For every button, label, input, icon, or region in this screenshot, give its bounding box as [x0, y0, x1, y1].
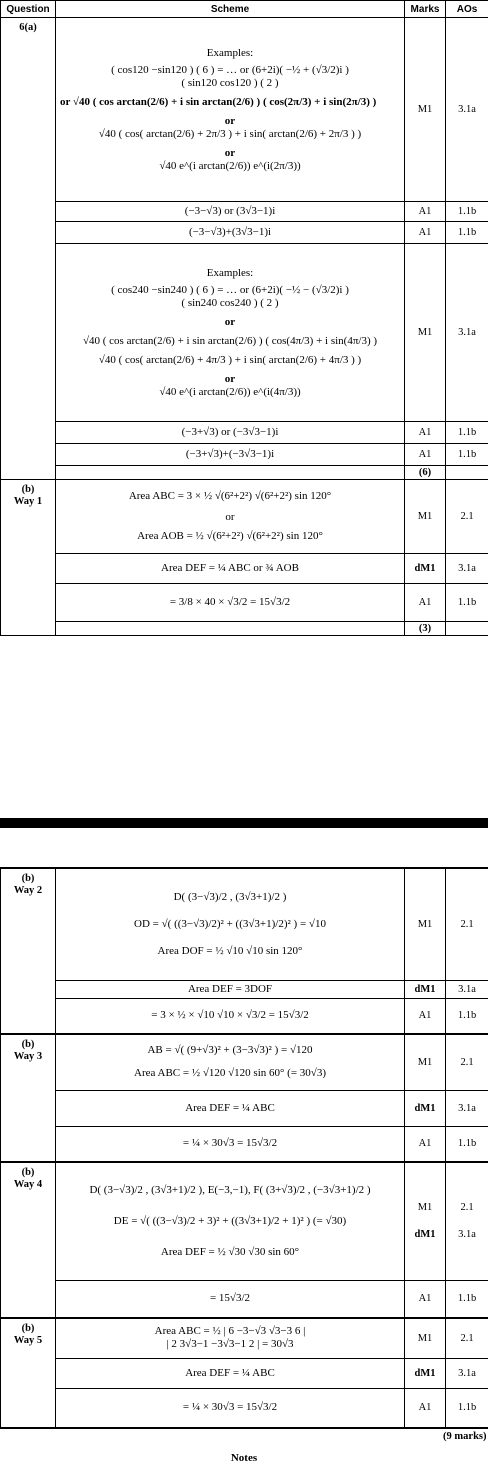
page-break-bar: [0, 818, 488, 828]
mark-cell: [405, 1162, 446, 1280]
ao-cell: 1.1b: [446, 584, 488, 622]
header-marks: Marks: [405, 1, 446, 18]
ao-cell: 3.1a: [446, 980, 488, 998]
question-label: 6(a): [1, 18, 56, 480]
ao-cell: 2.1: [446, 480, 488, 554]
scheme-line: Examples:: [206, 266, 254, 279]
question-label: [1, 868, 56, 1034]
empty-cell: [446, 622, 488, 636]
scheme-row: [1, 584, 488, 622]
scheme-line: or: [225, 511, 235, 523]
scheme-cell: [56, 1126, 405, 1162]
scheme-line: √40 e^(i arctan(2/6)) e^(i(2π/3)): [159, 159, 301, 172]
scheme-line: Examples:: [206, 46, 254, 59]
scheme-row: [1, 1090, 488, 1126]
ao-cell: 1.1b: [446, 422, 488, 444]
ao-cell: 2.1: [446, 1034, 488, 1090]
way-label: Way 1: [13, 496, 43, 507]
scheme-cell: [56, 1358, 405, 1388]
part-label: (b): [21, 1323, 35, 1334]
mark-cell: A1: [405, 1280, 446, 1318]
mark-cell: M1: [405, 1034, 446, 1090]
scheme-cell: [56, 998, 405, 1034]
ao-cell: 3.1a: [446, 18, 488, 202]
scheme-cell: [56, 1162, 405, 1280]
part-label: (b): [21, 1167, 35, 1178]
header-question: Question: [1, 1, 56, 18]
ao-cell: 1.1b: [446, 444, 488, 466]
header-row: [1, 1, 488, 18]
scheme-line: (−3−√3) or (3√3−1)i: [184, 205, 276, 217]
mark-cell: A1: [405, 202, 446, 222]
scheme-cell: [56, 980, 405, 998]
scheme-line: or: [224, 315, 236, 328]
way-label: Way 2: [13, 885, 43, 896]
total-marks: (9 marks): [1, 1428, 488, 1444]
mark-cell: M1: [405, 18, 446, 202]
scheme-line: AB = √( (9+√3)² + (3−3√3)² ) = √120: [147, 1044, 313, 1057]
mark-scheme-table-bottom: [0, 867, 488, 1444]
scheme-row: [1, 202, 488, 222]
scheme-cell: [56, 18, 405, 202]
mark-cell: A1: [405, 998, 446, 1034]
scheme-cell: [56, 202, 405, 222]
scheme-cell: [56, 1280, 405, 1318]
header-scheme: Scheme: [56, 1, 405, 18]
mark-cell: A1: [405, 584, 446, 622]
mark-cell: M1: [405, 868, 446, 980]
scheme-line: Area DOF = ½ √10 √10 sin 120°: [157, 944, 303, 957]
scheme-line: √40 ( cos arctan(2/6) + i sin arctan(2/6) ) ( cos(4π/3) + i sin(4π/3) ): [82, 334, 378, 347]
mark-cell: dM1: [405, 1090, 446, 1126]
scheme-row: [1, 868, 488, 980]
empty-cell: [56, 622, 405, 636]
scheme-line: | 2 3√3−1 −3√3−1 2 | = 30√3: [166, 1338, 294, 1351]
part-label: (b): [21, 1039, 35, 1050]
scheme-cell: [56, 1090, 405, 1126]
subtotal-cell: (3): [405, 622, 446, 636]
part-label: (b): [21, 873, 35, 884]
scheme-line: D( (3−√3)/2 , (3√3+1)/2 ), E(−3,−1), F( (3+√3)/2 , (−3√3+1)/2 ): [89, 1183, 371, 1196]
mark-cell: M1: [405, 480, 446, 554]
scheme-line: or: [224, 114, 236, 127]
scheme-line: Area DEF = ¼ ABC: [185, 1366, 275, 1379]
mark-cell: A1: [405, 222, 446, 244]
scheme-cell: [56, 1034, 405, 1090]
scheme-line: Area DEF = ¼ ABC or ¾ AOB: [161, 562, 299, 574]
ao-cell: 1.1b: [446, 1126, 488, 1162]
scheme-line: = 3/8 × 40 × √3/2 = 15√3/2: [169, 596, 291, 608]
subtotal-row: [1, 622, 488, 636]
scheme-cell: [56, 1318, 405, 1358]
scheme-row: [1, 1162, 488, 1280]
ao-cell: 1.1b: [446, 1280, 488, 1318]
mark-value: dM1: [414, 1229, 436, 1241]
ao-value: 3.1a: [458, 1229, 476, 1241]
scheme-line: = 3 × ½ × √10 √10 × √3/2 = 15√3/2: [151, 1009, 309, 1022]
ao-cell: 2.1: [446, 1318, 488, 1358]
scheme-line: (−3−√3)+(3√3−1)i: [188, 226, 272, 238]
scheme-line: √40 ( cos( arctan(2/6) + 2π/3 ) + i sin( arctan(2/6) + 2π/3 ) ): [98, 127, 362, 140]
scheme-cell: [56, 1388, 405, 1428]
scheme-row: [1, 1358, 488, 1388]
scheme-line: ( sin120 cos120 ) ( 2 ): [181, 76, 279, 89]
scheme-line: Area DEF = 3DOF: [187, 982, 273, 995]
scheme-cell: [56, 584, 405, 622]
ao-cell: 3.1a: [446, 554, 488, 584]
ao-cell: 3.1a: [446, 1358, 488, 1388]
mark-cell: M1: [405, 244, 446, 422]
mark-cell: A1: [405, 422, 446, 444]
scheme-row: [1, 244, 488, 422]
mark-cell: dM1: [405, 1358, 446, 1388]
ao-cell: 1.1b: [446, 998, 488, 1034]
scheme-cell: [56, 422, 405, 444]
ao-cell: 1.1b: [446, 202, 488, 222]
scheme-row: [1, 1034, 488, 1090]
scheme-line: Area AOB = ½ √(6²+2²) √(6²+2²) sin 120°: [137, 530, 323, 542]
scheme-row: [1, 18, 488, 202]
ao-cell: 3.1a: [446, 1090, 488, 1126]
mark-cell: dM1: [405, 980, 446, 998]
way-label: Way 5: [13, 1335, 43, 1346]
scheme-line: or: [224, 146, 236, 159]
mark-value: M1: [417, 1202, 433, 1214]
mark-cell: A1: [405, 444, 446, 466]
ao-cell: 1.1b: [446, 222, 488, 244]
scheme-line: or: [224, 372, 236, 385]
scheme-cell: [56, 868, 405, 980]
scheme-line: D( (3−√3)/2 , (3√3+1)/2 ): [173, 890, 287, 903]
mark-cell: A1: [405, 1126, 446, 1162]
empty-cell: [56, 466, 405, 480]
scheme-line: = ¼ × 30√3 = 15√3/2: [182, 1401, 278, 1414]
mark-cell: dM1: [405, 554, 446, 584]
scheme-row: [1, 998, 488, 1034]
scheme-cell: [56, 222, 405, 244]
scheme-cell: [56, 444, 405, 466]
way-label: Way 3: [13, 1051, 43, 1062]
ao-value: 2.1: [460, 1202, 474, 1214]
scheme-line: (−3+√3) or (−3√3−1)i: [181, 426, 279, 438]
scheme-cell: [56, 244, 405, 422]
ao-cell: 1.1b: [446, 1388, 488, 1428]
scheme-cell: [56, 480, 405, 554]
scheme-line: or √40 ( cos arctan(2/6) + i sin arctan(2/6) ) ( cos(2π/3) + i sin(2π/3) ): [60, 95, 377, 108]
question-label: [1, 1034, 56, 1162]
way-label: Way 4: [13, 1179, 43, 1190]
scheme-line: (−3+√3)+(−3√3−1)i: [185, 448, 275, 460]
scheme-cell: [56, 554, 405, 584]
header-aos: AOs: [446, 1, 488, 18]
scheme-line: √40 e^(i arctan(2/6)) e^(i(4π/3)): [159, 385, 301, 398]
scheme-line: Area DEF = ½ √30 √30 sin 60°: [160, 1245, 300, 1258]
scheme-line: Area ABC = 3 × ½ √(6²+2²) √(6²+2²) sin 120°: [128, 490, 332, 502]
scheme-row: [1, 980, 488, 998]
ao-cell: 3.1a: [446, 244, 488, 422]
empty-cell: [446, 466, 488, 480]
question-label: [1, 1318, 56, 1428]
scheme-row: [1, 1126, 488, 1162]
scheme-line: DE = √( ((3−√3)/2 + 3)² + ((3√3+1)/2 + 1)² ) (= √30): [113, 1214, 347, 1227]
scheme-line: ( cos120 −sin120 ) ( 6 ) = … or (6+2i)( −½ + (√3/2)i ): [111, 63, 349, 76]
question-label: [1, 480, 56, 636]
subtotal-row: [1, 466, 488, 480]
notes-title: Notes: [230, 1452, 258, 1464]
subtotal-cell: (6): [405, 466, 446, 480]
scheme-line: Area DEF = ¼ ABC: [185, 1101, 275, 1114]
part-label: (b): [21, 484, 35, 495]
total-row: [1, 1428, 488, 1444]
scheme-line: OD = √( ((3−√3)/2)² + ((3√3+1)/2)² ) = √10: [134, 917, 326, 930]
mark-cell: A1: [405, 1388, 446, 1428]
scheme-row: [1, 480, 488, 554]
scheme-line: Area ABC = ½ √120 √120 sin 60° (= 30√3): [134, 1067, 326, 1080]
scheme-row: [1, 422, 488, 444]
scheme-row: [1, 222, 488, 244]
mark-cell: M1: [405, 1318, 446, 1358]
scheme-line: ( cos240 −sin240 ) ( 6 ) = … or (6+2i)( −½ − (√3/2)i ): [111, 283, 349, 296]
scheme-row: [1, 1388, 488, 1428]
scheme-row: [1, 444, 488, 466]
ao-cell: [446, 1162, 488, 1280]
scheme-row: [1, 1280, 488, 1318]
scheme-row: [1, 554, 488, 584]
mark-scheme-table-top: [0, 0, 488, 636]
scheme-line: = ¼ × 30√3 = 15√3/2: [182, 1137, 278, 1150]
scheme-row: [1, 1318, 488, 1358]
ao-cell: 2.1: [446, 868, 488, 980]
scheme-line: = 15√3/2: [209, 1292, 251, 1305]
scheme-line: √40 ( cos( arctan(2/6) + 4π/3 ) + i sin( arctan(2/6) + 4π/3 ) ): [98, 353, 362, 366]
question-label: [1, 1162, 56, 1318]
scheme-line: ( sin240 cos240 ) ( 2 ): [181, 296, 279, 309]
scheme-line: Area ABC = ½ | 6 −3−√3 √3−3 6 |: [154, 1325, 306, 1338]
